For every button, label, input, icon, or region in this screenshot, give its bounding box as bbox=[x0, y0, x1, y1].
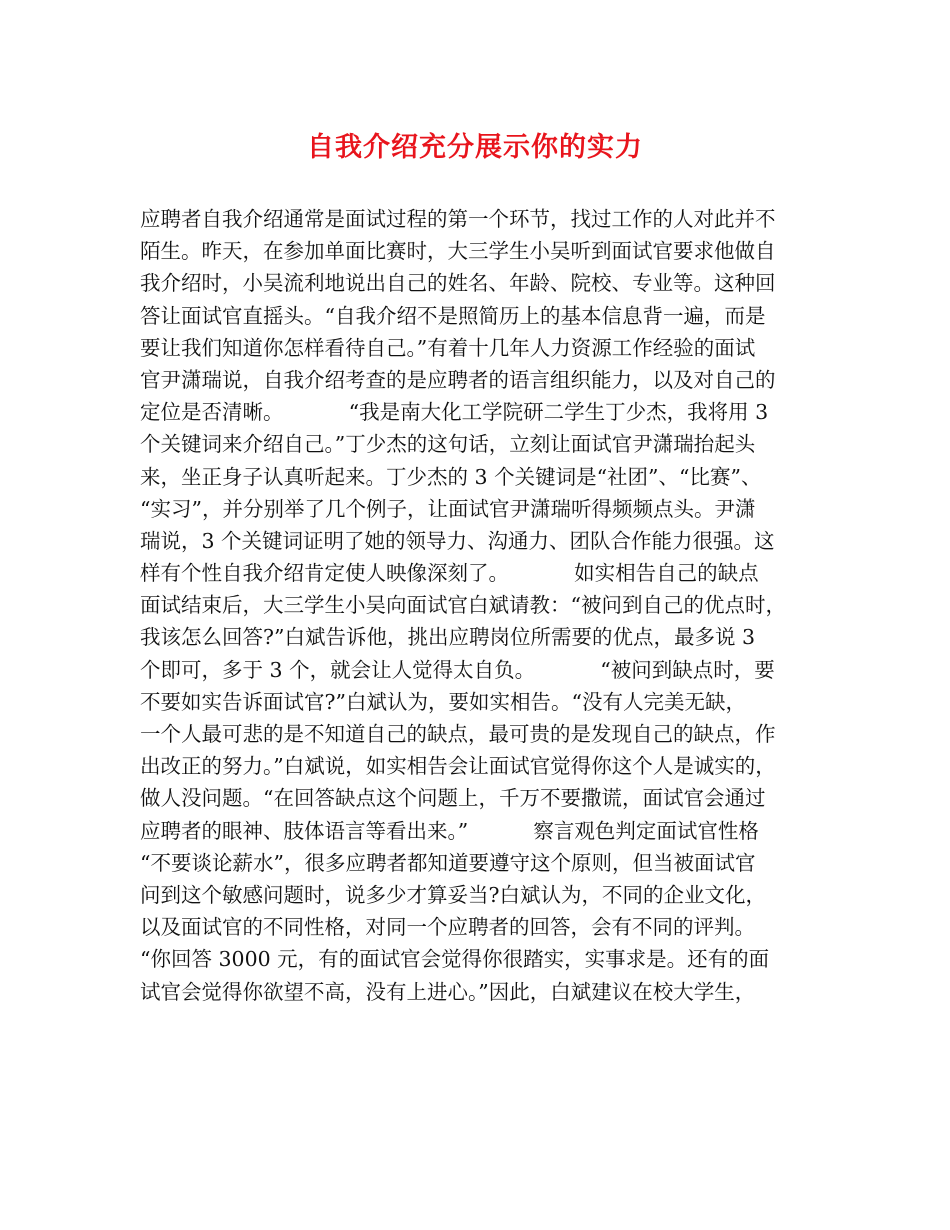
body-line: 做人没问题。“在回答缺点这个问题上，千万不要撒谎，面试官会通过 bbox=[140, 786, 766, 811]
body-line: 要让我们知道你怎样看待自己。”有着十几年人力资源工作经验的面试 bbox=[140, 335, 756, 360]
body-line: 样有个性自我介绍肯定使人映像深刻了。 如实相告自己的缺点 bbox=[140, 561, 759, 586]
body-line: “实习”，并分别举了几个例子，让面试官尹潇瑞听得频频点头。尹潇 bbox=[140, 496, 756, 521]
body-line: 个关键词来介绍自己。”丁少杰的这句话，立刻让面试官尹潇瑞抬起头 bbox=[140, 432, 756, 457]
body-line: 来，坐正身子认真听起来。丁少杰的 3 个关键词是“社团”、“比赛”、 bbox=[140, 464, 762, 489]
body-line: 出改正的努力。”白斌说，如实相告会让面试官觉得你这个人是诚实的， bbox=[140, 754, 776, 779]
body-line: “不要谈论薪水”，很多应聘者都知道要遵守这个原则，但当被面试官 bbox=[140, 850, 756, 875]
article-title: 自我介绍充分展示你的实力 bbox=[307, 132, 643, 163]
body-line: 瑞说，3 个关键词证明了她的领导力、沟通力、团队合作能力很强。这 bbox=[140, 528, 775, 553]
body-line: 陌生。昨天，在参加单面比赛时，大三学生小吴听到面试官要求他做自 bbox=[140, 239, 776, 264]
body-line: 官尹潇瑞说，自我介绍考查的是应聘者的语言组织能力，以及对自己的 bbox=[140, 367, 776, 392]
body-line: 面试结束后，大三学生小吴向面试官白斌请教：“被问到自己的优点时， bbox=[140, 593, 786, 618]
article-body bbox=[140, 203, 830, 1008]
body-line: 不要如实告诉面试官?”白斌认为，要如实相告。“没有人完美无缺， bbox=[140, 689, 746, 714]
body-line: 问到这个敏感问题时，说多少才算妥当?白斌认为，不同的企业文化， bbox=[140, 882, 766, 907]
body-line: 应聘者自我介绍通常是面试过程的第一个环节，找过工作的人对此并不 bbox=[140, 207, 776, 231]
body-line: 个即可，多于 3 个，就会让人觉得太自负。 “被问到缺点时，要 bbox=[140, 657, 775, 682]
body-line: 试官会觉得你欲望不高，没有上进心。”因此，白斌建议在校大学生， bbox=[140, 979, 756, 1004]
body-line: 答让面试官直摇头。“自我介绍不是照简历上的基本信息背一遍，而是 bbox=[140, 303, 766, 328]
body-line: 一个人最可悲的是不知道自己的缺点，最可贵的是发现自己的缺点，作 bbox=[140, 722, 776, 746]
body-line: 我介绍时，小吴流利地说出自己的姓名、年龄、院校、专业等。这种回 bbox=[140, 271, 776, 296]
body-line: 以及面试官的不同性格，对同一个应聘者的回答，会有不同的评判。 bbox=[140, 915, 755, 940]
body-line: 定位是否清晰。 “我是南大化工学院研二学生丁少杰，我将用 3 bbox=[140, 400, 769, 425]
body-line: 应聘者的眼神、肢体语言等看出来。” 察言观色判定面试官性格 bbox=[140, 818, 759, 843]
body-line: 我该怎么回答?”白斌告诉他，挑出应聘岗位所需要的优点，最多说 3 bbox=[140, 625, 756, 650]
body-line: “你回答 3000 元，有的面试官会觉得你很踏实，实事求是。还有的面 bbox=[140, 947, 770, 972]
